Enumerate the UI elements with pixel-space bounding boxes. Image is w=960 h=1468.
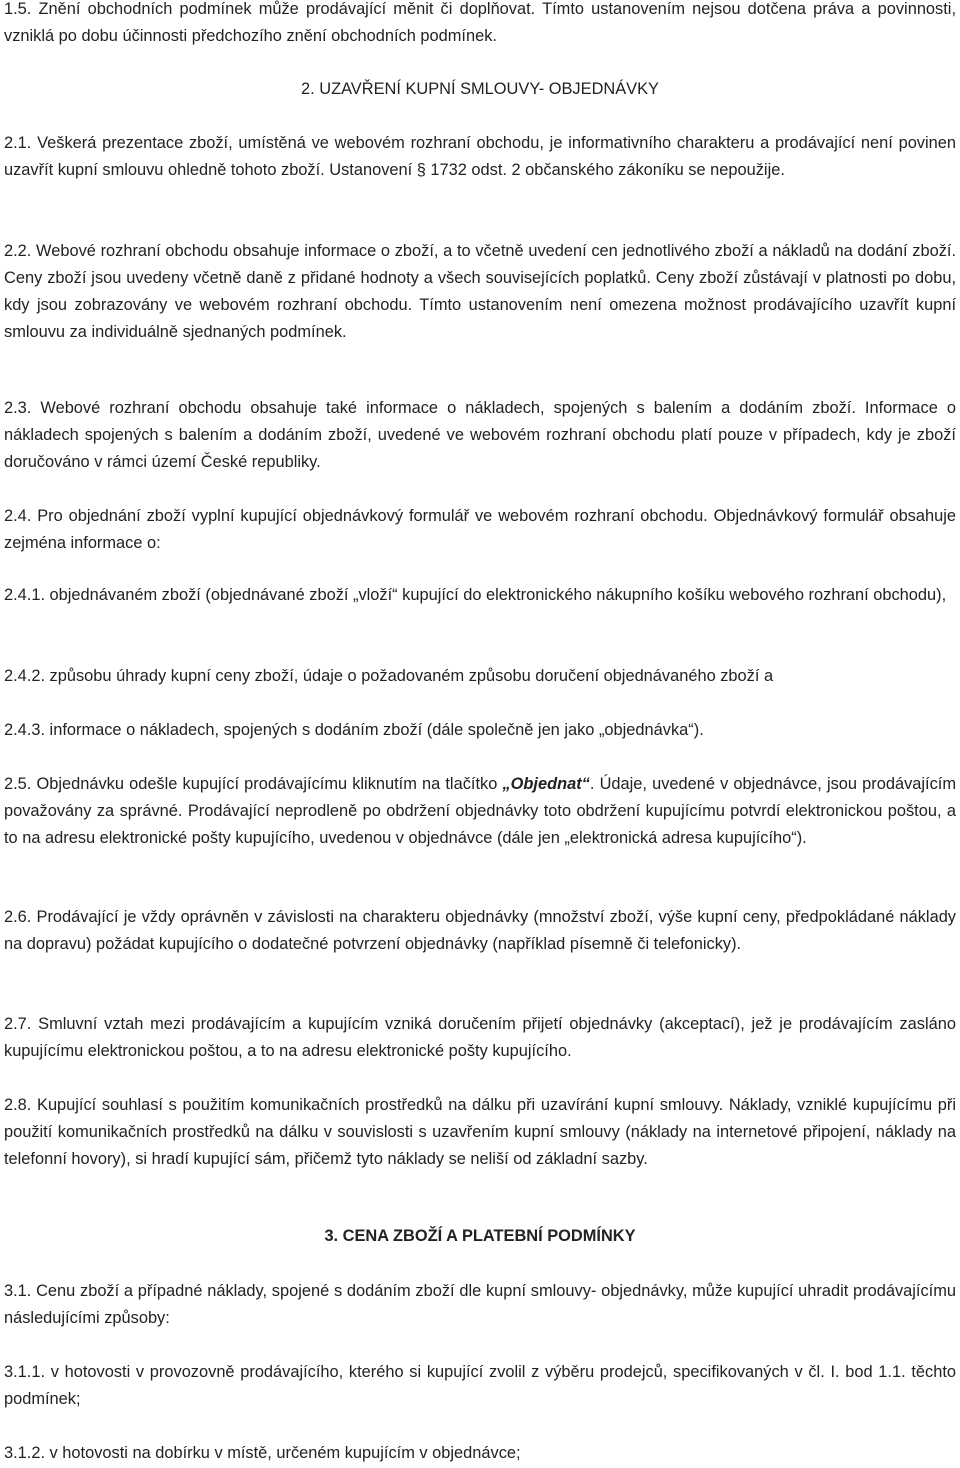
section-3-heading: 3. CENA ZBOŽÍ A PLATEBNÍ PODMÍNKY <box>324 1227 636 1245</box>
clause-3-1-2: 3.1.2. v hotovosti na dobírku v místě, určeném kupujícím v objednávce; <box>4 1444 521 1462</box>
clause-2-5-end: . Údaje, uvedené v objednávce, jsou prodávajícím považovány za správné. Prodávající neprodleně po obdržení objednávky toto obdržení kupujícímu potvrdí elektronickou poštou, a to na adresu elektronické pošty kupujícího, uvedenou v objednávce (dále jen „elektronická adresa kupujícího“). <box>4 775 956 847</box>
clause-2-4-3: 2.4.3. informace o nákladech, spojených s dodáním zboží (dále společně jen jako „objednávka“). <box>4 721 704 739</box>
clause-2-3: 2.3. Webové rozhraní obchodu obsahuje také informace o nákladech, spojených s balením a dodáním zboží. Informace o nákladech spojených s balením a dodáním zboží, uvedené ve webovém rozhraní obchodu platí pouze v případech, kdy je zboží doručováno v rámci území České republiky. <box>4 399 956 471</box>
clause-2-4-1: 2.4.1. objednávaném zboží (objednávané zboží „vloží“ kupující do elektronického nákupního košíku webového rozhraní obchodu), <box>4 586 947 604</box>
clause-3-1-1: 3.1.1. v hotovosti v provozovně prodávajícího, kterého si kupující zvolil z výběru prodejců, specifikovaných v čl. I. bod 1.1. těchto podmínek; <box>4 1363 956 1408</box>
objednat-button-label: „Objednat“ <box>502 775 590 793</box>
clause-2-5 <box>4 771 956 852</box>
clause-2-7: 2.7. Smluvní vztah mezi prodávajícím a kupujícím vzniká doručením přijetí objednávky (akceptací), jež je prodávajícím zasláno kupujícímu elektronickou poštou, a to na adresu elektronické pošty kupujícího. <box>4 1015 956 1060</box>
clause-3-1: 3.1. Cenu zboží a případné náklady, spojené s dodáním zboží dle kupní smlouvy- objednávky, může kupující uhradit prodávajícímu následujícími způsoby: <box>4 1282 956 1327</box>
clause-2-2: 2.2. Webové rozhraní obchodu obsahuje informace o zboží, a to včetně uvedení cen jednotlivého zboží a nákladů na dodání zboží. Ceny zboží jsou uvedeny včetně daně z přidané hodnoty a všech souvisejících poplatků. Ceny zboží zůstávají v platnosti po dobu, kdy jsou zobrazovány ve webovém rozhraní obchodu. Tímto ustanovením není omezena možnost prodávajícího uzavřít kupní smlouvu za individuálně sjednaných podmínek. <box>4 242 956 341</box>
clause-1-5: 1.5. Znění obchodních podmínek může prodávající měnit či doplňovat. Tímto ustanovením nejsou dotčena práva a povinnosti, vzniklá po dobu účinnosti předchozího znění obchodních podmínek. <box>4 0 956 45</box>
clause-2-5-start: 2.5. Objednávku odešle kupující prodávajícímu kliknutím na tlačítko <box>4 775 503 793</box>
clause-2-4-2: 2.4.2. způsobu úhrady kupní ceny zboží, údaje o požadovaném způsobu doručení objednávaného zboží a <box>4 667 774 685</box>
clause-2-4: 2.4. Pro objednání zboží vyplní kupující objednávkový formulář ve webovém rozhraní obchodu. Objednávkový formulář obsahuje zejména informace o: <box>4 507 956 552</box>
section-2-heading: 2. UZAVŘENÍ KUPNÍ SMLOUVY- OBJEDNÁVKY <box>301 80 659 98</box>
clause-2-6: 2.6. Prodávající je vždy oprávněn v závislosti na charakteru objednávky (množství zboží, výše kupní ceny, předpokládané náklady na dopravu) požádat kupujícího o dodatečné potvrzení objednávky (například písemně či telefonicky). <box>4 908 956 953</box>
clause-2-8: 2.8. Kupující souhlasí s použitím komunikačních prostředků na dálku při uzavírání kupní smlouvy. Náklady, vzniklé kupujícímu při použití komunikačních prostředků na dálku v souvislosti s uzavřením kupní smlouvy (náklady na internetové připojení, náklady na telefonní hovory), si hradí kupující sám, přičemž tyto náklady se neliší od základní sazby. <box>4 1096 956 1168</box>
clause-2-1: 2.1. Veškerá prezentace zboží, umístěná ve webovém rozhraní obchodu, je informativního charakteru a prodávající není povinen uzavřít kupní smlouvu ohledně tohoto zboží. Ustanovení § 1732 odst. 2 občanského zákoníku se nepoužije. <box>4 134 956 179</box>
